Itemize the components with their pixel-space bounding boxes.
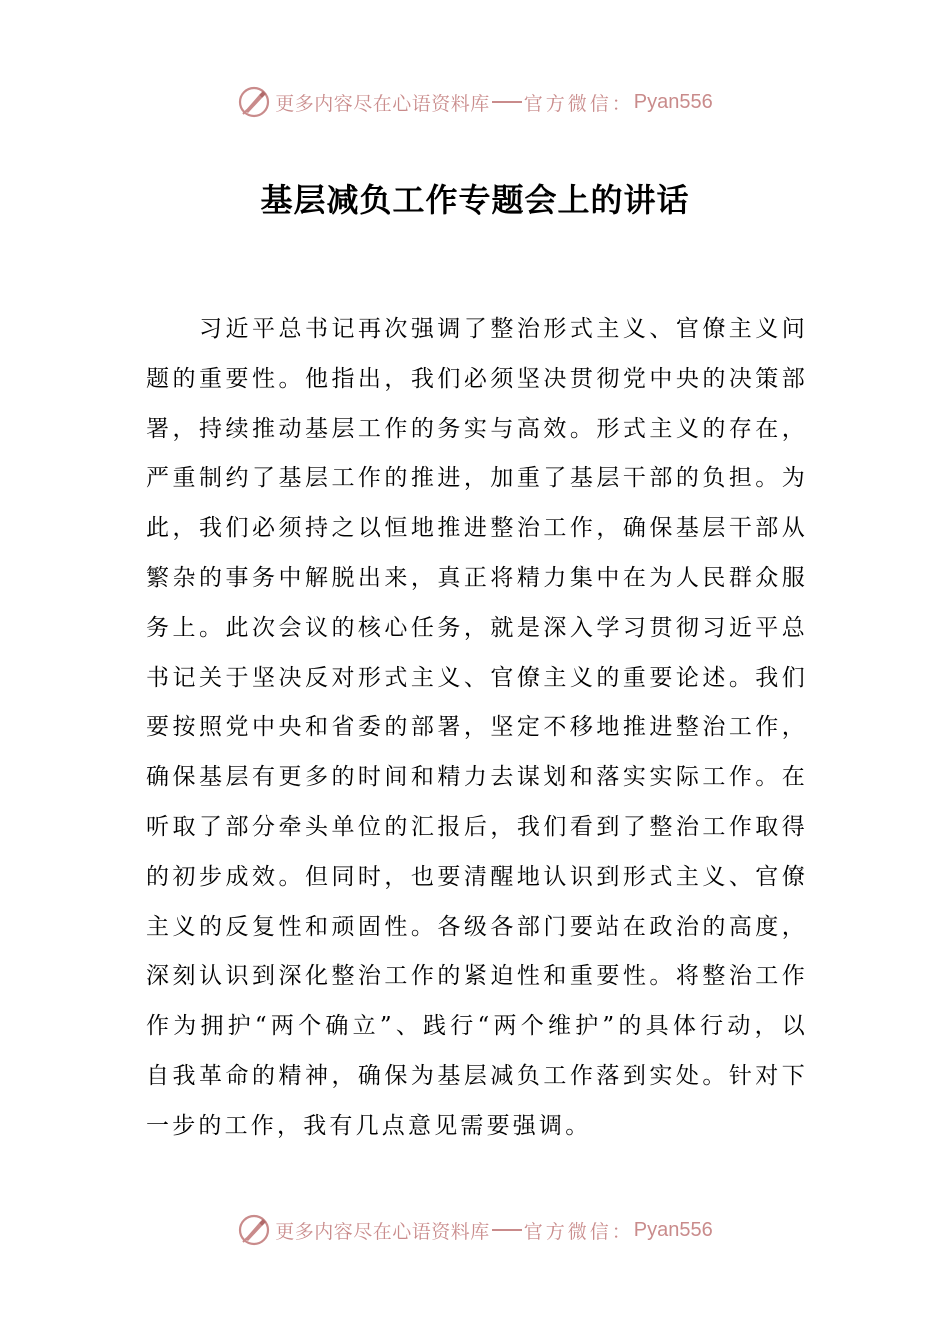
- watermark-header: [0, 80, 950, 124]
- body-paragraph: 习近平总书记再次强调了整治形式主义、官僚主义问题的重要性。他指出，我们必须坚决贯彻党中央的决策部署，持续推动基层工作的务实与高效。形式主义的存在，严重制约了基层工作的推进，加重了基层干部的负担。为此，我们必须持之以恒地推进整治工作，确保基层干部从繁杂的事务中解脱出来，真正将精力集中在为人民群众服务上。此次会议的核心任务，就是深入学习贯彻习近平总书记关于坚决反对形式主义、官僚主义的重要论述。我们要按照党中央和省委的部署，坚定不移地推进整治工作，确保基层有更多的时间和精力去谋划和落实实际工作。在听取了部分牵头单位的汇报后，我们看到了整治工作取得的初步成效。但同时，也要清醒地认识到形式主义、官僚主义的反复性和顽固性。各级各部门要站在政治的高度，深刻认识到深化整治工作的紧迫性和重要性。将整治工作作为拥护“两个确立”、践行“两个维护”的具体行动，以自我革命的精神，确保为基层减负工作落到实处。针对下一步的工作，我有几点意见需要强调。: [146, 316, 808, 1139]
- watermark-wechat-id: Pyan556: [633, 1218, 713, 1241]
- document-title: 基层减负工作专题会上的讲话: [260, 181, 690, 219]
- watermark-wechat-id: Pyan556: [633, 90, 713, 113]
- watermark-dash: [492, 101, 522, 103]
- watermark-footer: [0, 1208, 950, 1252]
- watermark-text: 更多内容尽在心语资料库: [275, 92, 490, 115]
- pen-logo-icon: [237, 85, 271, 119]
- watermark-text: 更多内容尽在心语资料库: [275, 1220, 490, 1243]
- watermark-wechat-label: 官方微信：: [523, 1220, 634, 1243]
- pen-logo-icon: [237, 1213, 271, 1247]
- watermark-dash: [492, 1229, 522, 1231]
- watermark-wechat-label: 官方微信：: [523, 92, 634, 115]
